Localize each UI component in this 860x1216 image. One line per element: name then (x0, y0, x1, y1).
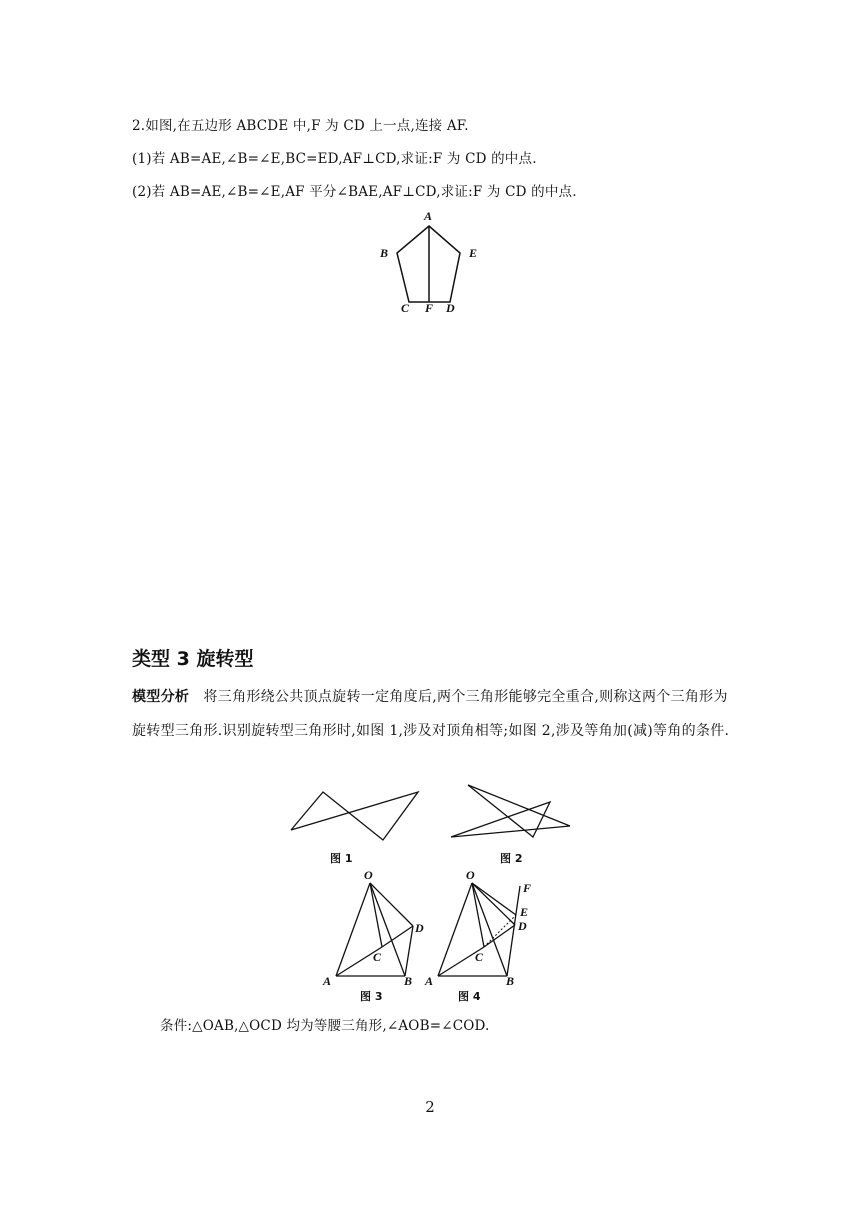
fig4-ce-dashed (484, 915, 516, 947)
problem-part-1: (1)若 AB=AE,∠B=∠E,BC=ED,AF⊥CD,求证:F 为 CD 的中点. (132, 151, 537, 167)
fig3-oa (336, 883, 370, 976)
fig4-label-d: D (518, 919, 527, 933)
figure-3 (320, 864, 430, 1004)
fig4-oa (438, 883, 472, 976)
figure-2 (446, 782, 576, 868)
fig4-label-b: B (506, 974, 515, 988)
label-a: A (424, 209, 433, 223)
problem-intro: 2.如图,在五边形 ABCDE 中,F 为 CD 上一点,连接 AF. (132, 118, 469, 134)
problem-part-2: (2)若 AB=AE,∠B=∠E,AF 平分∠BAE,AF⊥CD,求证:F 为 CD 的中点. (132, 184, 577, 200)
fig4-label-a: A (425, 974, 434, 988)
label-e: E (469, 246, 478, 260)
fig3-label-a: A (323, 974, 332, 988)
fig3-label-d: D (415, 921, 424, 935)
fig3-bd (405, 926, 413, 976)
fig4-label-e: E (520, 905, 529, 919)
figure-1-caption: 图 1 (330, 852, 353, 865)
fig3-cd (382, 926, 413, 947)
pentagon-figure (370, 204, 490, 316)
fig3-label-c: C (373, 950, 382, 964)
fig4-label-f: F (523, 881, 532, 895)
fig4-label-o: O (466, 868, 475, 882)
figure-2-caption: 图 2 (500, 852, 523, 865)
label-b: B (380, 246, 389, 260)
analysis-label: 模型分析 (132, 689, 190, 705)
fig3-label-b: B (404, 974, 413, 988)
label-c: C (401, 301, 410, 315)
figure-4-caption: 图 4 (458, 990, 481, 1003)
figure-4 (424, 864, 544, 1004)
figure-3-caption: 图 3 (360, 990, 383, 1003)
figure-2-triangle-2 (451, 785, 570, 837)
page-number: 2 (425, 1098, 435, 1116)
condition-text: 条件:△OAB,△OCD 均为等腰三角形,∠AOB=∠COD. (160, 1018, 490, 1034)
fig3-label-o: O (364, 868, 373, 882)
section-heading: 类型 3 旋转型 (132, 648, 254, 670)
analysis-text: 将三角形绕公共顶点旋转一定角度后,两个三角形能够完全重合,则称这两个三角形为旋转型三角形.识别旋转型三角形时,如图 1,涉及对顶角相等;如图 2,涉及等角加(减)等角的条件. (132, 689, 730, 739)
fig4-label-c: C (475, 950, 484, 964)
label-d: D (446, 301, 455, 315)
label-f: F (425, 301, 434, 315)
model-analysis (132, 680, 742, 748)
figure-1-shape (291, 792, 418, 840)
figure-1 (285, 786, 425, 868)
